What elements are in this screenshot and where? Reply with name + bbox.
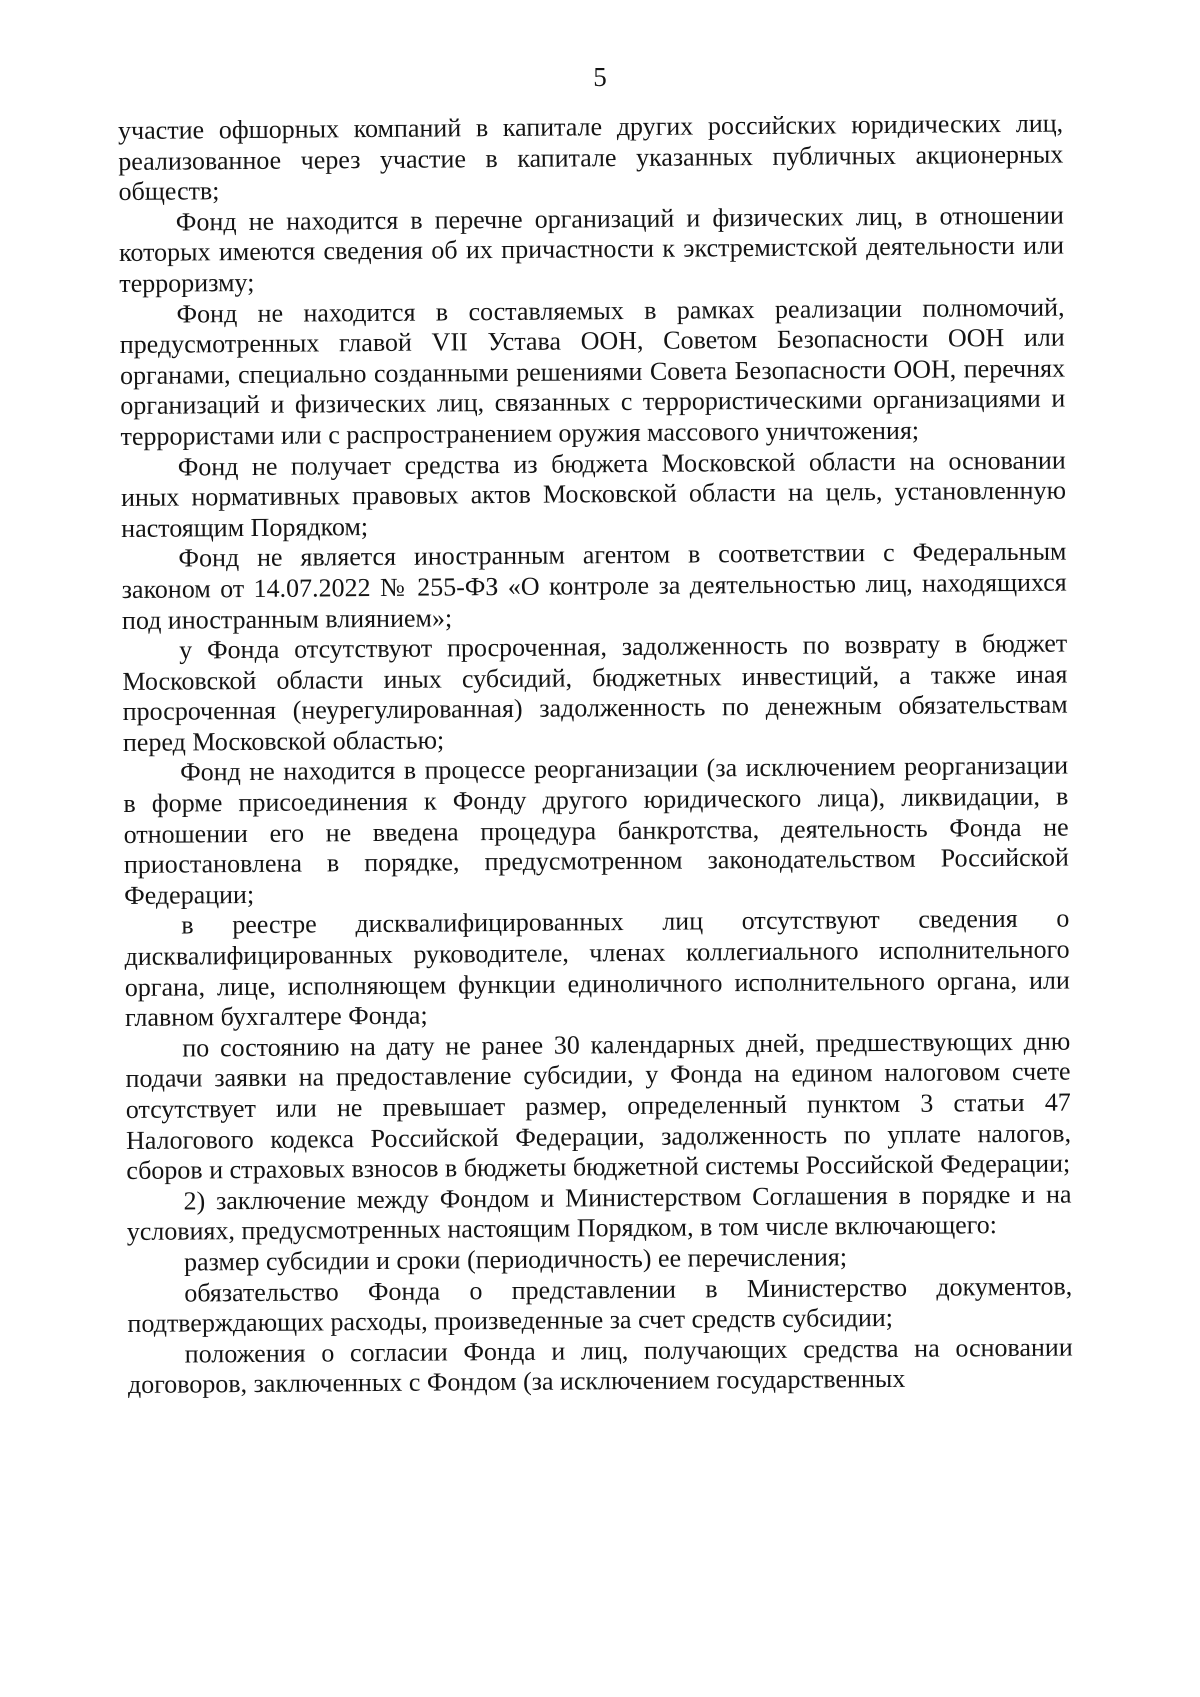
paragraph-agreement: 2) заключение между Фондом и Министерством Соглашения в порядке и на условиях, предусмотренных настоящим Порядком, в том числе включающего: — [126, 1179, 1072, 1247]
paragraph-subsidy-amount: размер субсидии и сроки (периодичность) ее перечисления; — [183, 1242, 848, 1277]
paragraph-disqualified-persons: в реестре дисквалифицированных лиц отсутствуют сведения о дисквалифицированных руководителе, членах коллегиального исполнительного органа, лице, исполняющем функции единоличного исполнительного органа, или главном бухгалтере Фонда; — [124, 903, 1070, 1033]
document-body — [118, 109, 1073, 1401]
paragraph-overdue-debt: у Фонда отсутствуют просроченная, задолженность по возврату в бюджет Московской области иных субсидий, бюджетных инвестиций, а также иная просроченная (неурегулированная) задолженность по денежным обязательствам перед Московской областью; — [122, 628, 1068, 757]
paragraph-consent-provisions: положения о согласии Фонда и лиц, получающих средства на основании договоров, заключенных с Фондом (за исключением государственных — [127, 1332, 1073, 1400]
paragraph-no-other-budget-funds: Фонд не получает средства из бюджета Московской области на основании иных нормативных правовых актов Московской области на цель, установленную настоящим Порядком; — [120, 445, 1067, 543]
paragraph-foreign-agent: Фонд не является иностранным агентом в соответствии с Федеральным законом от 14.07.2022 № 255-ФЗ «О контроле за деятельностью лиц, находящихся под иностранным влиянием»; — [121, 536, 1067, 635]
page-number: 5 — [593, 62, 607, 92]
paragraph-tax-debt: по состоянию на дату не ранее 30 календарных дней, предшествующих дню подачи заявки на предоставление субсидии, у Фонда на едином налоговом счете отсутствует или не превышает размер, определенный пунктом 3 статьи 47 Налогового кодекса Российской Федерации, задолженность по уплате налогов, сборов и страховых взносов в бюджеты бюджетной системы Российской Федерации; — [125, 1026, 1072, 1186]
paragraph-documents-obligation: обязательство Фонда о представлении в Министерство документов, подтверждающих расходы, произведенные за счет средств субсидии; — [127, 1271, 1073, 1339]
paragraph-reorganization: Фонд не находится в процессе реорганизации (за исключением реорганизации в форме присоединения к Фонду другого юридического лица), ликвидации, в отношении его не введена процедура банкротства, деятельность Фонда не приостановлена в порядке, предусмотренном законодательством Российской Федерации; — [123, 751, 1069, 910]
paragraph-extremism-list: Фонд не находится в перечне организаций и физических лиц, в отношении которых имеются сведения об их причастности к экстремистской деятельности или терроризму; — [118, 200, 1065, 298]
paragraph-offshore-participation: участие офшорных компаний в капитале других российских юридических лиц, реализованное через участие в капитале указанных публичных акционерных обществ; — [118, 108, 1064, 207]
paragraph-un-sanctions-list: Фонд не находится в составляемых в рамках реализации полномочий, предусмотренных главой VII Устава ООН, Советом Безопасности ООН или органами, специально созданными решениями Совета Безопасности ООН, перечнях организаций и физических лиц, связанных с террористическими организациями и террористами или с распространением оружия массового уничтожения; — [119, 292, 1066, 451]
